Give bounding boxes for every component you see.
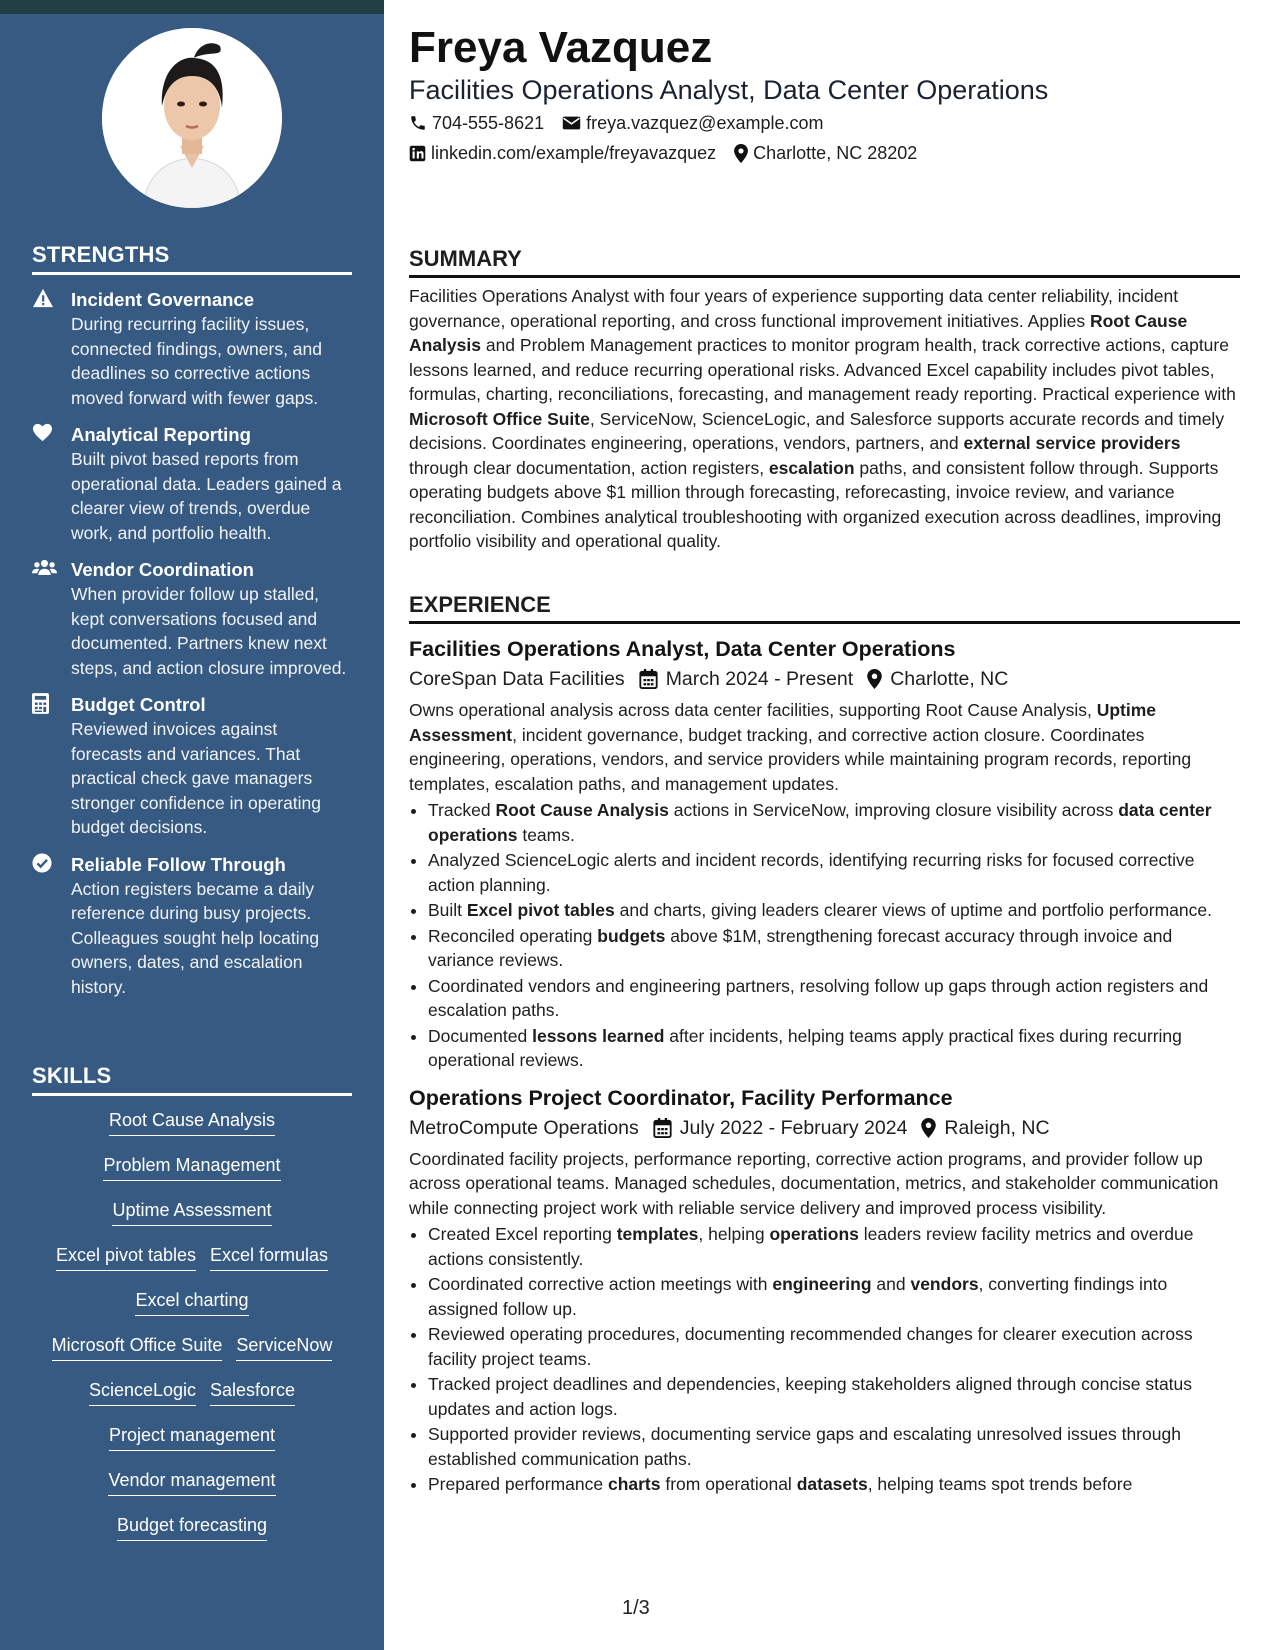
bold-text: external service providers — [963, 433, 1181, 453]
skill-row — [32, 1468, 352, 1513]
person-name: Freya Vazquez — [409, 23, 713, 72]
bold-text: escalation — [768, 457, 855, 478]
text-segment: Owns operational analysis across data center facilities, supporting Root Cause Analysis, — [409, 700, 1097, 720]
list-item — [428, 1372, 1240, 1421]
list-item — [428, 1472, 1240, 1497]
envelope-icon — [562, 115, 581, 131]
text-segment: Documented — [428, 1025, 533, 1046]
strengths-list — [32, 287, 352, 999]
map-pin-icon — [867, 669, 882, 689]
calendar-icon — [639, 669, 658, 689]
bold-text: Root Cause Analysis — [409, 310, 1188, 355]
phone-contact — [409, 112, 544, 134]
linkedin-contact — [409, 142, 716, 164]
list-item — [428, 924, 1240, 973]
summary-text — [409, 284, 1240, 554]
list-item — [428, 1422, 1240, 1471]
strength-title: Analytical Reporting — [71, 424, 251, 445]
list-item — [428, 1222, 1240, 1271]
job-meta — [409, 666, 1240, 692]
experience-heading: EXPERIENCE — [409, 592, 1240, 624]
text-segment: actions in ServiceNow, improving closure visibility across — [668, 800, 1119, 820]
job-bullets — [409, 1222, 1240, 1497]
email-text: freya.vazquez@example.com — [586, 113, 824, 133]
contact-row-1 — [409, 112, 1240, 134]
strength-title: Incident Governance — [71, 289, 254, 310]
bold-text: charts — [607, 1474, 661, 1494]
email-contact — [562, 112, 823, 134]
phone-icon — [409, 114, 427, 132]
job-title: Facilities Operations Analyst, Data Center Operations — [409, 637, 956, 661]
job-title: Operations Project Coordinator, Facility Performance — [409, 1085, 953, 1110]
job-dates: March 2024 - Present — [665, 668, 854, 690]
text-segment: Coordinated corrective action meetings with — [428, 1274, 773, 1294]
job-dates-wrap — [653, 1115, 908, 1141]
job-location: Charlotte, NC — [890, 668, 1009, 690]
text-segment: and Problem Management practices to monitor program health, track corrective actions, capture lessons learned, and reduce recurring operational risks. Advanced Excel capability includes pivot tables, formulas, charting, reconciliations, forecasting, and management ready reporting. Practical experience with — [409, 335, 1236, 404]
skill-row — [32, 1423, 352, 1468]
job-location-wrap — [867, 666, 1008, 692]
skills-section — [32, 1063, 352, 1558]
text-segment: after incidents, helping teams apply practical fixes during recurring operational reviews. — [428, 1025, 1182, 1070]
skill-row — [32, 1243, 352, 1288]
text-segment: , converting findings into assigned follow up. — [428, 1274, 1168, 1319]
linkedin-icon — [409, 145, 426, 162]
calendar-icon — [653, 1118, 672, 1138]
map-pin-icon — [921, 1118, 936, 1138]
skill-tag: ScienceLogic — [89, 1378, 196, 1406]
text-segment: , ServiceNow, ScienceLogic, and Salesforce supports accurate records and timely decisions. Coordinates engineering, operations, vendors, partners, and — [409, 408, 1225, 453]
skill-row — [32, 1108, 352, 1153]
strength-description: Action registers became a daily reference during busy projects. Colleagues sought help locating owners, dates, and escalation history. — [71, 878, 320, 997]
skill-tag: Excel formulas — [210, 1243, 328, 1271]
strength-title: Budget Control — [71, 694, 206, 715]
skill-tag: ServiceNow — [236, 1333, 332, 1361]
job-location: Raleigh, NC — [944, 1116, 1050, 1139]
text-segment: and charts, giving leaders clearer views of uptime and portfolio performance. — [614, 900, 1212, 920]
strength-item — [32, 287, 352, 410]
list-item — [428, 848, 1240, 897]
job-location-wrap — [921, 1115, 1049, 1141]
strength-item — [32, 692, 352, 840]
text-segment: through clear documentation, action registers, — [409, 457, 769, 478]
text-segment: Reviewed operating procedures, documenting recommended changes for clearer execution across facility project teams. — [428, 1324, 1193, 1369]
text-segment: Coordinated facility projects, performance reporting, corrective action programs, and provider follow up across operational teams. Managed schedules, documentation, metrics, and stakeholder communication while connecting project work with reliable service delivery and improved process visibility. — [409, 1148, 1219, 1218]
text-segment: from operational — [660, 1474, 797, 1494]
skill-row — [32, 1198, 352, 1243]
text-segment: Reconciled operating — [428, 925, 598, 946]
skill-tag: Microsoft Office Suite — [52, 1333, 223, 1361]
users-icon — [32, 558, 56, 580]
strength-title: Vendor Coordination — [71, 559, 254, 580]
skill-tag: Salesforce — [210, 1378, 295, 1406]
main-content — [409, 22, 1240, 1494]
skill-row — [32, 1153, 352, 1198]
bold-text: lessons learned — [532, 1025, 665, 1046]
bold-text: vendors — [910, 1274, 979, 1294]
skill-tag: Root Cause Analysis — [109, 1108, 275, 1136]
bold-text: Uptime Assessment — [409, 700, 1157, 745]
job-list — [409, 634, 1240, 1497]
bold-text: Excel pivot tables — [466, 900, 615, 920]
sidebar — [0, 0, 384, 1650]
strength-description: Reviewed invoices against forecasts and variances. That practical check gave managers stronger confidence in operating budget decisions. — [71, 719, 322, 837]
strength-description: Built pivot based reports from operational data. Leaders gained a clearer view of trends, overdue work, and portfolio health. — [71, 449, 342, 543]
bold-text: Root Cause Analysis — [495, 800, 669, 820]
map-pin-icon — [734, 144, 748, 163]
summary-heading: SUMMARY — [409, 246, 1240, 278]
list-item — [428, 1024, 1240, 1073]
skill-tag: Problem Management — [103, 1153, 280, 1181]
list-item — [428, 798, 1240, 847]
job-dates-wrap — [639, 666, 854, 692]
skill-row — [32, 1378, 352, 1423]
job-meta — [409, 1115, 1240, 1141]
bold-text: budgets — [597, 925, 666, 946]
text-segment: Facilities Operations Analyst with four years of experience supporting data center reliability, incident governance, operational reporting, and cross functional improvement initiatives. Applies — [409, 286, 1179, 331]
text-segment: paths, and consistent follow through. Supports operating budgets above $1 million through forecasting, reforecasting, invoice review, and variance reconciliation. Combines analytical troubleshooting with organized execution across deadlines, improving portfolio visibility and operational quality. — [409, 457, 1222, 551]
skill-tag: Budget forecasting — [117, 1513, 267, 1541]
check-circle-icon — [32, 853, 56, 875]
skill-tag: Uptime Assessment — [112, 1198, 271, 1226]
bold-text: datasets — [796, 1474, 868, 1494]
phone-text: 704-555-8621 — [432, 113, 545, 133]
list-item — [428, 898, 1240, 923]
job-company: CoreSpan Data Facilities — [409, 668, 625, 690]
job-dates: July 2022 - February 2024 — [679, 1116, 908, 1139]
summary-section — [409, 246, 1240, 554]
skill-row — [32, 1288, 352, 1333]
bold-text: Microsoft Office Suite — [409, 408, 590, 429]
strengths-heading: STRENGTHS — [32, 242, 352, 275]
text-segment: , incident governance, budget tracking, and corrective action closure. Coordinates engineering, operations, vendors, and service providers while maintaining program records, reporting templates, escalation paths, and management updates. — [409, 724, 1192, 794]
text-segment: Prepared performance — [428, 1474, 608, 1494]
list-item — [428, 974, 1240, 1023]
page-number: 1/3 — [622, 1597, 650, 1619]
strength-item — [32, 852, 352, 1000]
strength-item — [32, 557, 352, 680]
text-segment: Built — [428, 900, 467, 920]
text-segment: Tracked project deadlines and dependencies, keeping stakeholders aligned through concise status updates and action logs. — [428, 1374, 1193, 1419]
linkedin-text: linkedin.com/example/freyavazquez — [431, 143, 717, 163]
job-description — [409, 698, 1240, 796]
text-segment: Created Excel reporting — [428, 1224, 617, 1244]
text-segment: Supported provider reviews, documenting service gaps and escalating unresolved issues through established communication paths. — [428, 1424, 1181, 1469]
text-segment: Tracked — [428, 800, 496, 820]
list-item — [428, 1272, 1240, 1321]
text-segment: and — [871, 1274, 911, 1294]
skill-row — [32, 1333, 352, 1378]
list-item — [428, 1322, 1240, 1371]
job-entry — [409, 1083, 1240, 1497]
skill-tag: Excel pivot tables — [56, 1243, 196, 1271]
strength-item — [32, 422, 352, 545]
bold-text: operations — [769, 1224, 859, 1244]
skill-row — [32, 1513, 352, 1558]
bold-text: data center operations — [428, 800, 1212, 845]
job-bullets — [409, 798, 1240, 1073]
avatar — [102, 28, 282, 208]
text-segment: , helping teams spot trends before — [867, 1474, 1133, 1494]
skill-tag: Project management — [109, 1423, 275, 1451]
skills-list — [32, 1096, 352, 1558]
text-segment: Analyzed ScienceLogic alerts and incident records, identifying recurring risks for focused corrective action planning. — [428, 850, 1195, 895]
location-contact — [734, 142, 917, 164]
strengths-section — [32, 242, 352, 999]
bold-text: engineering — [772, 1274, 872, 1294]
text-segment: teams. — [517, 824, 575, 845]
experience-section — [409, 592, 1240, 1498]
portrait-image — [102, 28, 282, 208]
text-segment: Coordinated vendors and engineering partners, resolving follow up gaps through action registers and escalation paths. — [428, 975, 1209, 1020]
calculator-icon — [32, 693, 56, 715]
bold-text: templates — [616, 1224, 699, 1244]
strength-description: When provider follow up stalled, kept conversations focused and documented. Partners knew next steps, and action closure improved. — [71, 584, 347, 678]
sidebar-top-bar — [0, 0, 384, 14]
skill-tag: Excel charting — [135, 1288, 248, 1316]
text-segment: above $1M, strengthening forecast accuracy through invoice and variance reviews. — [428, 925, 1173, 970]
skill-tag: Vendor management — [108, 1468, 275, 1496]
text-segment: leaders review facility metrics and overdue actions consistently. — [428, 1224, 1194, 1269]
location-text: Charlotte, NC 28202 — [753, 143, 918, 163]
strength-description: During recurring facility issues, connected findings, owners, and deadlines so corrective actions moved forward with fewer gaps. — [71, 314, 322, 408]
contact-row-2 — [409, 142, 1240, 164]
skills-heading: SKILLS — [32, 1063, 352, 1096]
warning-triangle-icon — [32, 288, 56, 310]
job-entry — [409, 634, 1240, 1073]
job-description — [409, 1147, 1240, 1221]
text-segment: , helping — [698, 1224, 770, 1244]
strength-title: Reliable Follow Through — [71, 853, 286, 875]
job-company: MetroCompute Operations — [409, 1116, 639, 1139]
heart-icon — [32, 423, 56, 445]
person-title: Facilities Operations Analyst, Data Center Operations — [409, 75, 1049, 105]
